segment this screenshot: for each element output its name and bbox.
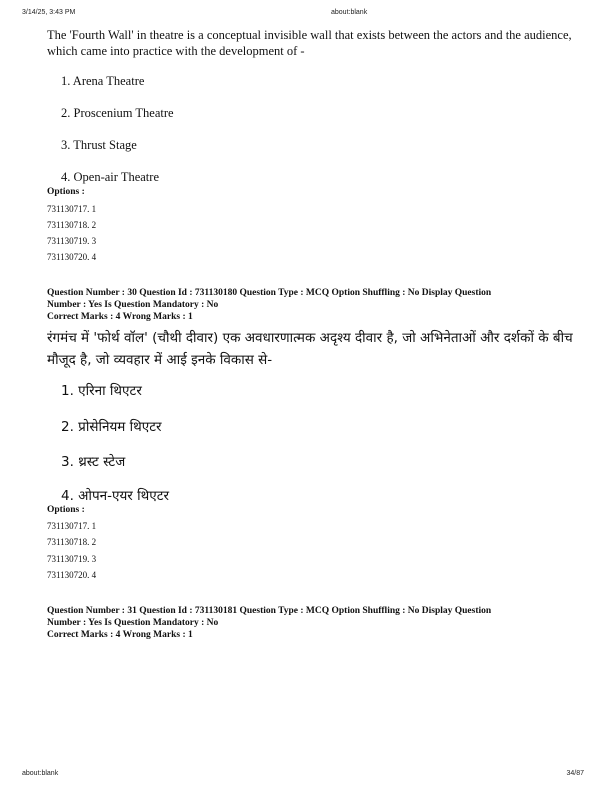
option-hindi-1: 1. एरिना थिएटर — [61, 383, 142, 399]
page-number: 34/87 — [566, 770, 584, 777]
option-id: 731130719. 3 — [47, 554, 97, 564]
option-hindi-3: 3. थ्रस्ट स्टेज — [61, 454, 126, 470]
question-meta-line: Question Number : 31 Question Id : 731130181 Question Type : MCQ Option Shuffling : No Display Question — [47, 606, 492, 616]
question-text-hindi: रंगमंच में 'फोर्थ वॉल' (चौथी दीवार) एक अवधारणात्मक अदृश्य दीवार है, जो अभिनेताओं और दर्शकों के बीच मौजूद है, जो व्यवहार में आई इनके विकास से- — [47, 330, 573, 368]
option-hindi-4: 4. ओपन-एयर थिएटर — [61, 488, 170, 504]
option-id: 731130720. 4 — [47, 252, 97, 262]
question-meta-line: Question Number : 30 Question Id : 731130180 Question Type : MCQ Option Shuffling : No Display Question — [47, 288, 492, 298]
option-id: 731130718. 2 — [47, 220, 97, 230]
question-marks: Correct Marks : 4 Wrong Marks : 1 — [47, 312, 193, 322]
option-english-3: 3. Thrust Stage — [61, 138, 137, 152]
footer-url: about:blank — [22, 770, 59, 777]
question-marks: Correct Marks : 4 Wrong Marks : 1 — [47, 630, 193, 640]
print-datetime: 3/14/25, 3:43 PM — [22, 9, 76, 16]
option-id: 731130720. 4 — [47, 570, 97, 580]
print-url: about:blank — [331, 9, 368, 16]
options-label: Options : — [47, 187, 85, 197]
options-label: Options : — [47, 505, 85, 515]
option-id: 731130717. 1 — [47, 521, 97, 531]
question-meta-line: Number : Yes Is Question Mandatory : No — [47, 618, 219, 628]
option-english-2: 2. Proscenium Theatre — [61, 106, 174, 120]
question-meta — [47, 287, 587, 323]
option-english-4: 4. Open-air Theatre — [61, 170, 159, 184]
option-hindi-2: 2. प्रोसेनियम थिएटर — [61, 419, 162, 435]
question-meta-line: Number : Yes Is Question Mandatory : No — [47, 300, 219, 310]
option-english-1: 1. Arena Theatre — [61, 74, 145, 88]
question-text-english: The 'Fourth Wall' in theatre is a conceptual invisible wall that exists between the actors and the audience, which came into practice with the development of - — [47, 28, 572, 58]
option-id: 731130718. 2 — [47, 537, 97, 547]
option-id: 731130717. 1 — [47, 204, 97, 214]
option-id: 731130719. 3 — [47, 236, 97, 246]
question-meta — [47, 605, 587, 641]
